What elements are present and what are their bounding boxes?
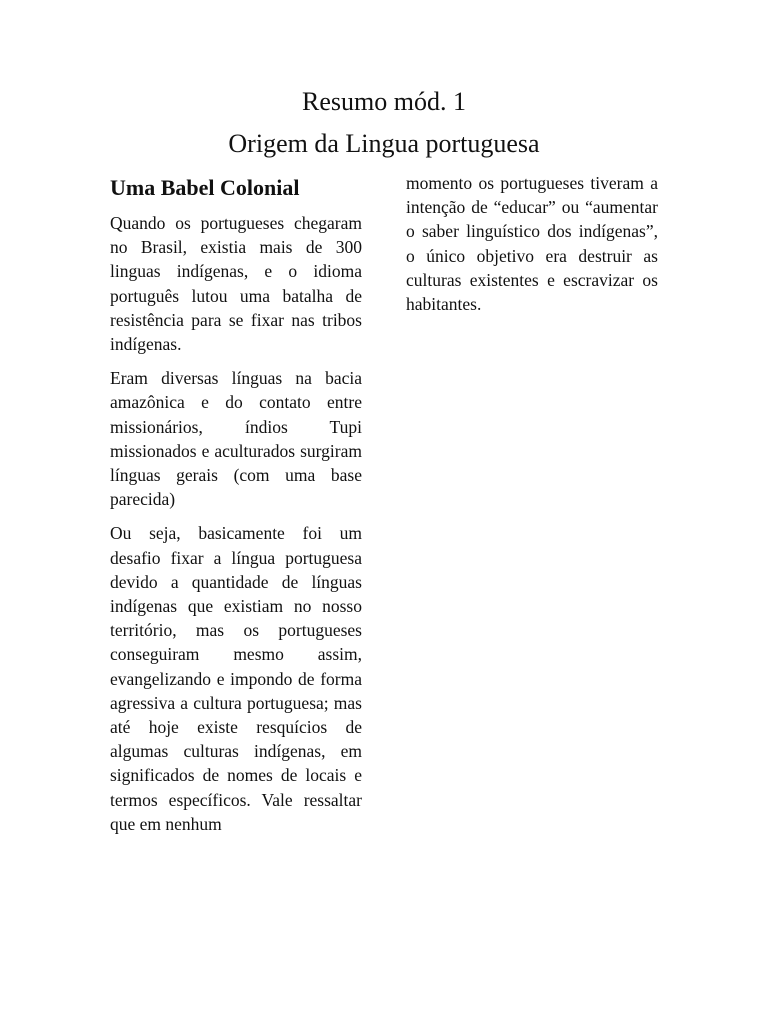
right-column — [406, 171, 658, 326]
paragraph-2: Eram diversas línguas na bacia amazônica e do contato entre missionários, índios Tupi missionados e aculturados surgiram línguas gerais (com uma base parecida) — [110, 368, 362, 510]
document-subtitle: Origem da Lingua portuguesa — [228, 129, 540, 158]
paragraph-3: Ou seja, basicamente foi um desafio fixar a língua portuguesa devido a quantidade de línguas indígenas que existiam no nosso território, mas os portugueses conseguiram mesmo assim, evangelizando e impondo de forma agressiva a cultura portuguesa; mas até hoje existe resquícios de algumas culturas indígenas, em significados de nomes de locais e termos específicos. Vale ressaltar que em nenhum — [110, 523, 362, 834]
left-column — [110, 171, 362, 846]
paragraph-1: Quando os portugueses chegaram no Brasil, existia mais de 300 linguas indígenas, e o idioma português lutou uma batalha de resistência para se fixar nas tribos indígenas. — [110, 213, 362, 355]
document-title: Resumo mód. 1 — [302, 87, 466, 116]
paragraph-3-continued: momento os portugueses tiveram a intenção de “educar” ou “aumentar o saber linguístico dos indígenas”, o único objetivo era destruir as culturas existentes e escravizar os habitantes. — [406, 173, 658, 315]
section-heading: Uma Babel Colonial — [110, 175, 300, 200]
